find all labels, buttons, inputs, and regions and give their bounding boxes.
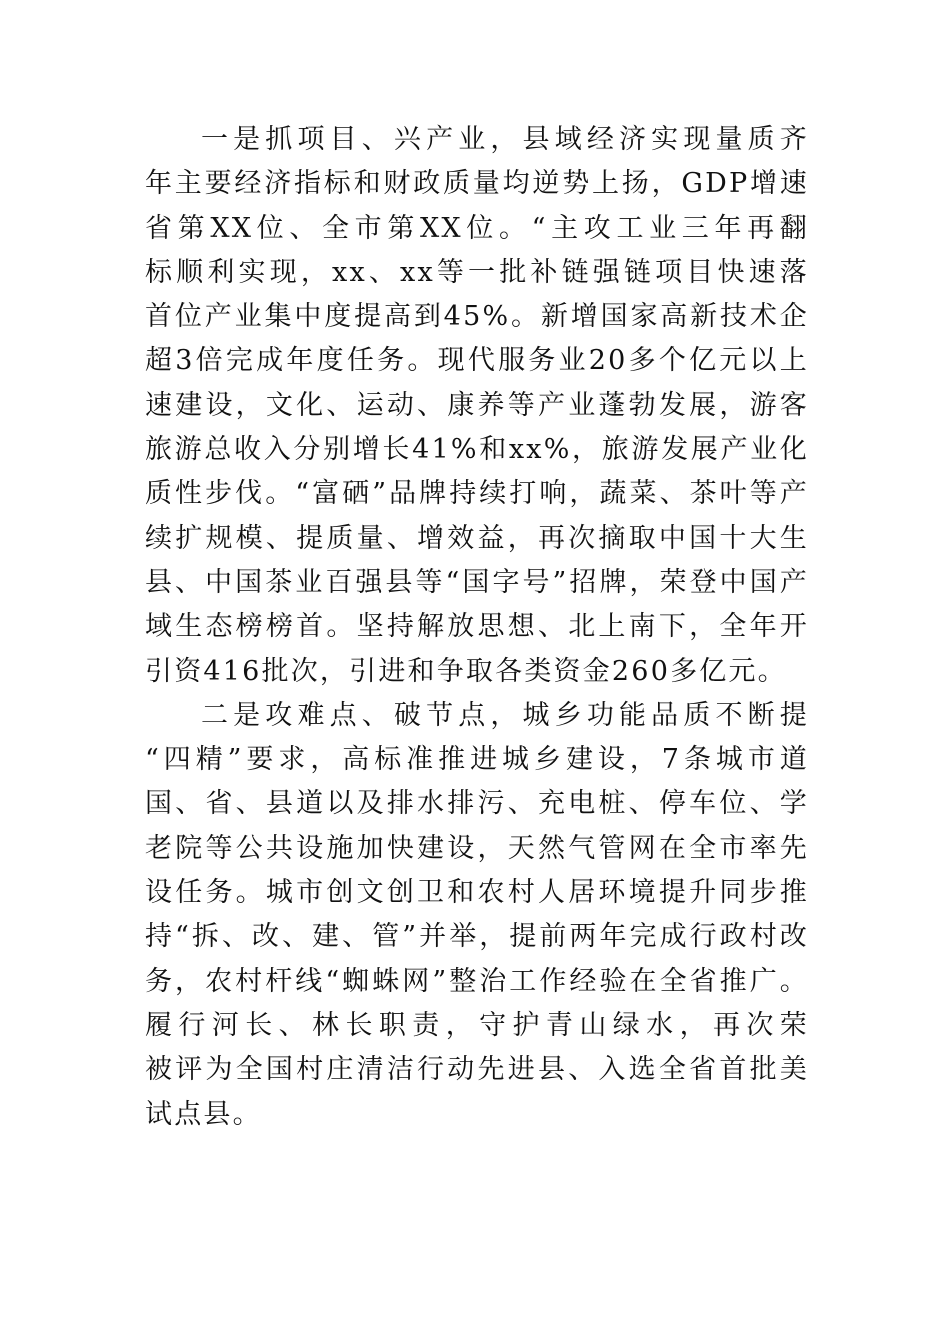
paragraph-line: 超3倍完成年度任务。现代服务业20多个亿元以上 <box>145 345 809 377</box>
paragraph-line: 质性步伐。“富硒”品牌持续打响，蔬菜、茶叶等产 <box>145 478 809 510</box>
paragraph-line: 履行河长、林长职责，守护青山绿水，再次荣 <box>145 1009 809 1041</box>
paragraph-line: 一是抓项目、兴产业，县域经济实现量质齐 <box>201 124 809 155</box>
paragraph-line: 标顺利实现，xx、xx等一批补链强链项目快速落 <box>145 256 809 288</box>
paragraph-line: 二是攻难点、破节点，城乡功能品质不断提 <box>201 699 809 731</box>
paragraph-line: 旅游总收入分别增长41%和xx%，旅游发展产业化 <box>145 434 809 466</box>
paragraph-line: 持“拆、改、建、管”并举，提前两年完成行政村改 <box>145 921 809 953</box>
paragraph-line: 首位产业集中度提高到45%。新增国家高新技术企 <box>145 301 809 333</box>
paragraph-line: 县、中国茶业百强县等“国字号”招牌，荣登中国产 <box>145 566 809 598</box>
paragraph-line: 域生态榜榜首。坚持解放思想、北上南下，全年开 <box>145 611 809 643</box>
paragraph-line: 设任务。城市创文创卫和农村人居环境提升同步推 <box>145 877 809 909</box>
paragraph-2 <box>145 694 809 1137</box>
paragraph-line: 国、省、县道以及排水排污、充电桩、停车位、学 <box>145 788 809 820</box>
paragraph-line: 引资416批次，引进和争取各类资金260多亿元。 <box>145 655 787 687</box>
paragraph-line: 省第XX位、全市第XX位。“主攻工业三年再翻 <box>145 212 809 244</box>
paragraph-line: 老院等公共设施加快建设，天然气管网在全市率先 <box>145 832 809 864</box>
paragraph-line: 被评为全国村庄清洁行动先进县、入选全省首批美 <box>145 1054 809 1086</box>
paragraph-1 <box>145 118 809 694</box>
paragraph-line: “四精”要求，高标准推进城乡建设，7条城市道 <box>145 744 809 776</box>
paragraph-line: 务，农村杆线“蜘蛛网”整治工作经验在全省推广。 <box>145 965 809 997</box>
paragraph-line: 年主要经济指标和财政质量均逆势上扬，GDP增速 <box>145 168 809 200</box>
document-body <box>145 118 809 1137</box>
paragraph-line: 试点县。 <box>145 1098 262 1130</box>
paragraph-line: 速建设，文化、运动、康养等产业蓬勃发展，游客 <box>145 389 809 421</box>
paragraph-line: 续扩规模、提质量、增效益，再次摘取中国十大生 <box>145 522 809 554</box>
